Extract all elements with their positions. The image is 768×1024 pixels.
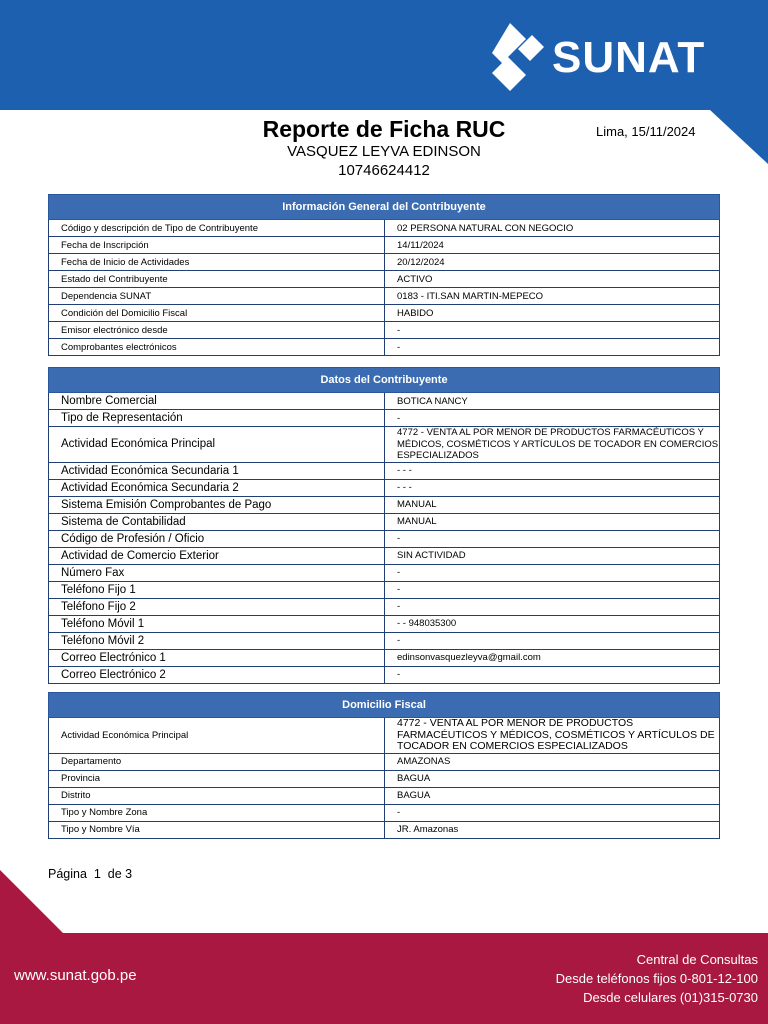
row-label: Actividad de Comercio Exterior [49,547,385,564]
table-row [49,479,720,496]
row-value: 02 PERSONA NATURAL CON NEGOCIO [385,220,720,237]
table-row [49,393,720,410]
table-row [49,237,720,254]
row-value: - - - [385,479,720,496]
row-label: Teléfono Fijo 1 [49,581,385,598]
row-label: Teléfono Fijo 2 [49,598,385,615]
contact-info [556,950,758,1007]
page-number: Página 1 de 3 [48,867,133,881]
table-row [49,547,720,564]
table-row [49,410,720,427]
row-label: Departamento [49,753,385,770]
table-row [49,666,720,683]
table-row [49,770,720,787]
row-label: Nombre Comercial [49,393,385,410]
row-label: Sistema Emisión Comprobantes de Pago [49,496,385,513]
row-label: Correo Electrónico 1 [49,649,385,666]
row-value: 20/12/2024 [385,254,720,271]
row-label: Comprobantes electrónicos [49,339,385,356]
row-value: - [385,666,720,683]
fiscal-address-table [48,692,720,839]
row-value: BAGUA [385,770,720,787]
row-value: HABIDO [385,305,720,322]
row-value: BOTICA NANCY [385,393,720,410]
row-label: Distrito [49,787,385,804]
table-row [49,649,720,666]
row-value: - [385,322,720,339]
row-value: - [385,564,720,581]
row-label: Actividad Económica Principal [49,427,385,463]
row-label: Dependencia SUNAT [49,288,385,305]
table-row [49,427,720,463]
table-row [49,598,720,615]
row-value: - [385,530,720,547]
row-label: Sistema de Contabilidad [49,513,385,530]
row-label: Fecha de Inicio de Actividades [49,254,385,271]
row-label: Actividad Económica Secundaria 2 [49,479,385,496]
table-row [49,271,720,288]
row-label: Fecha de Inscripción [49,237,385,254]
sunat-logo [488,18,705,98]
row-label: Provincia [49,770,385,787]
row-value: BAGUA [385,787,720,804]
table-row [49,305,720,322]
website-link[interactable]: www.sunat.gob.pe [14,967,137,984]
row-label: Condición del Domicilio Fiscal [49,305,385,322]
fiscal-address-heading: Domicilio Fiscal [49,693,720,718]
row-value: - - 948035300 [385,615,720,632]
footer [0,933,768,1024]
sunat-logo-icon [488,21,546,95]
row-label: Emisor electrónico desde [49,322,385,339]
table-row [49,288,720,305]
table-row [49,339,720,356]
row-value: 4772 - VENTA AL POR MENOR DE PRODUCTOS FARMACÉUTICOS Y MÉDICOS, COSMÉTICOS Y ARTÍCULOS DE TOCADOR EN COMERCIOS ESPECIALIZADOS [385,427,720,463]
row-label: Código de Profesión / Oficio [49,530,385,547]
row-value: MANUAL [385,496,720,513]
taxpayer-ruc: 10746624412 [338,162,430,179]
row-value: - [385,804,720,821]
general-info-table [48,194,720,356]
table-row [49,564,720,581]
table-row [49,254,720,271]
row-value: SIN ACTIVIDAD [385,547,720,564]
logo-text: SUNAT [552,33,706,82]
row-value: - [385,410,720,427]
row-value: 14/11/2024 [385,237,720,254]
table-row [49,220,720,237]
table-row [49,753,720,770]
table-row [49,322,720,339]
table-row [49,496,720,513]
row-label: Actividad Económica Principal [49,718,385,754]
table-row [49,513,720,530]
table-row [49,581,720,598]
row-label: Teléfono Móvil 1 [49,615,385,632]
table-row [49,615,720,632]
row-value: - [385,339,720,356]
row-value: - [385,581,720,598]
row-label: Tipo de Representación [49,410,385,427]
table-row [49,804,720,821]
row-value: - - - [385,462,720,479]
central-consultas: Central de Consultas [636,952,758,967]
table-row [49,787,720,804]
row-label: Código y descripción de Tipo de Contribuyente [49,220,385,237]
taxpayer-data-table [48,367,720,684]
row-label: Tipo y Nombre Vía [49,821,385,838]
phone-mobile: Desde celulares (01)315-0730 [583,990,758,1005]
taxpayer-data-heading: Datos del Contribuyente [49,368,720,393]
row-value: - [385,632,720,649]
table-row [49,821,720,838]
report-date: Lima, 15/11/2024 [596,124,696,139]
report-title: Reporte de Ficha RUC [262,116,506,142]
row-label: Número Fax [49,564,385,581]
row-value: edinsonvasquezleyva@gmail.com [385,649,720,666]
row-value: - [385,598,720,615]
row-value: 4772 - VENTA AL POR MENOR DE PRODUCTOS FARMACÉUTICOS Y MÉDICOS, COSMÉTICOS Y ARTÍCULOS DE TOCADOR EN COMERCIOS ESPECIALIZADOS [385,718,720,754]
row-value: MANUAL [385,513,720,530]
row-value: 0183 - ITI.SAN MARTIN-MEPECO [385,288,720,305]
row-value: JR. Amazonas [385,821,720,838]
row-label: Tipo y Nombre Zona [49,804,385,821]
table-row [49,632,720,649]
footer-corner [0,870,120,934]
row-label: Estado del Contribuyente [49,271,385,288]
row-label: Correo Electrónico 2 [49,666,385,683]
row-label: Actividad Económica Secundaria 1 [49,462,385,479]
table-row [49,462,720,479]
row-label: Teléfono Móvil 2 [49,632,385,649]
row-value: AMAZONAS [385,753,720,770]
row-value: ACTIVO [385,271,720,288]
table-row [49,718,720,754]
taxpayer-name: VASQUEZ LEYVA EDINSON [287,143,481,160]
general-info-heading: Información General del Contribuyente [49,195,720,220]
phone-landline: Desde teléfonos fijos 0-801-12-100 [555,971,758,986]
table-row [49,530,720,547]
